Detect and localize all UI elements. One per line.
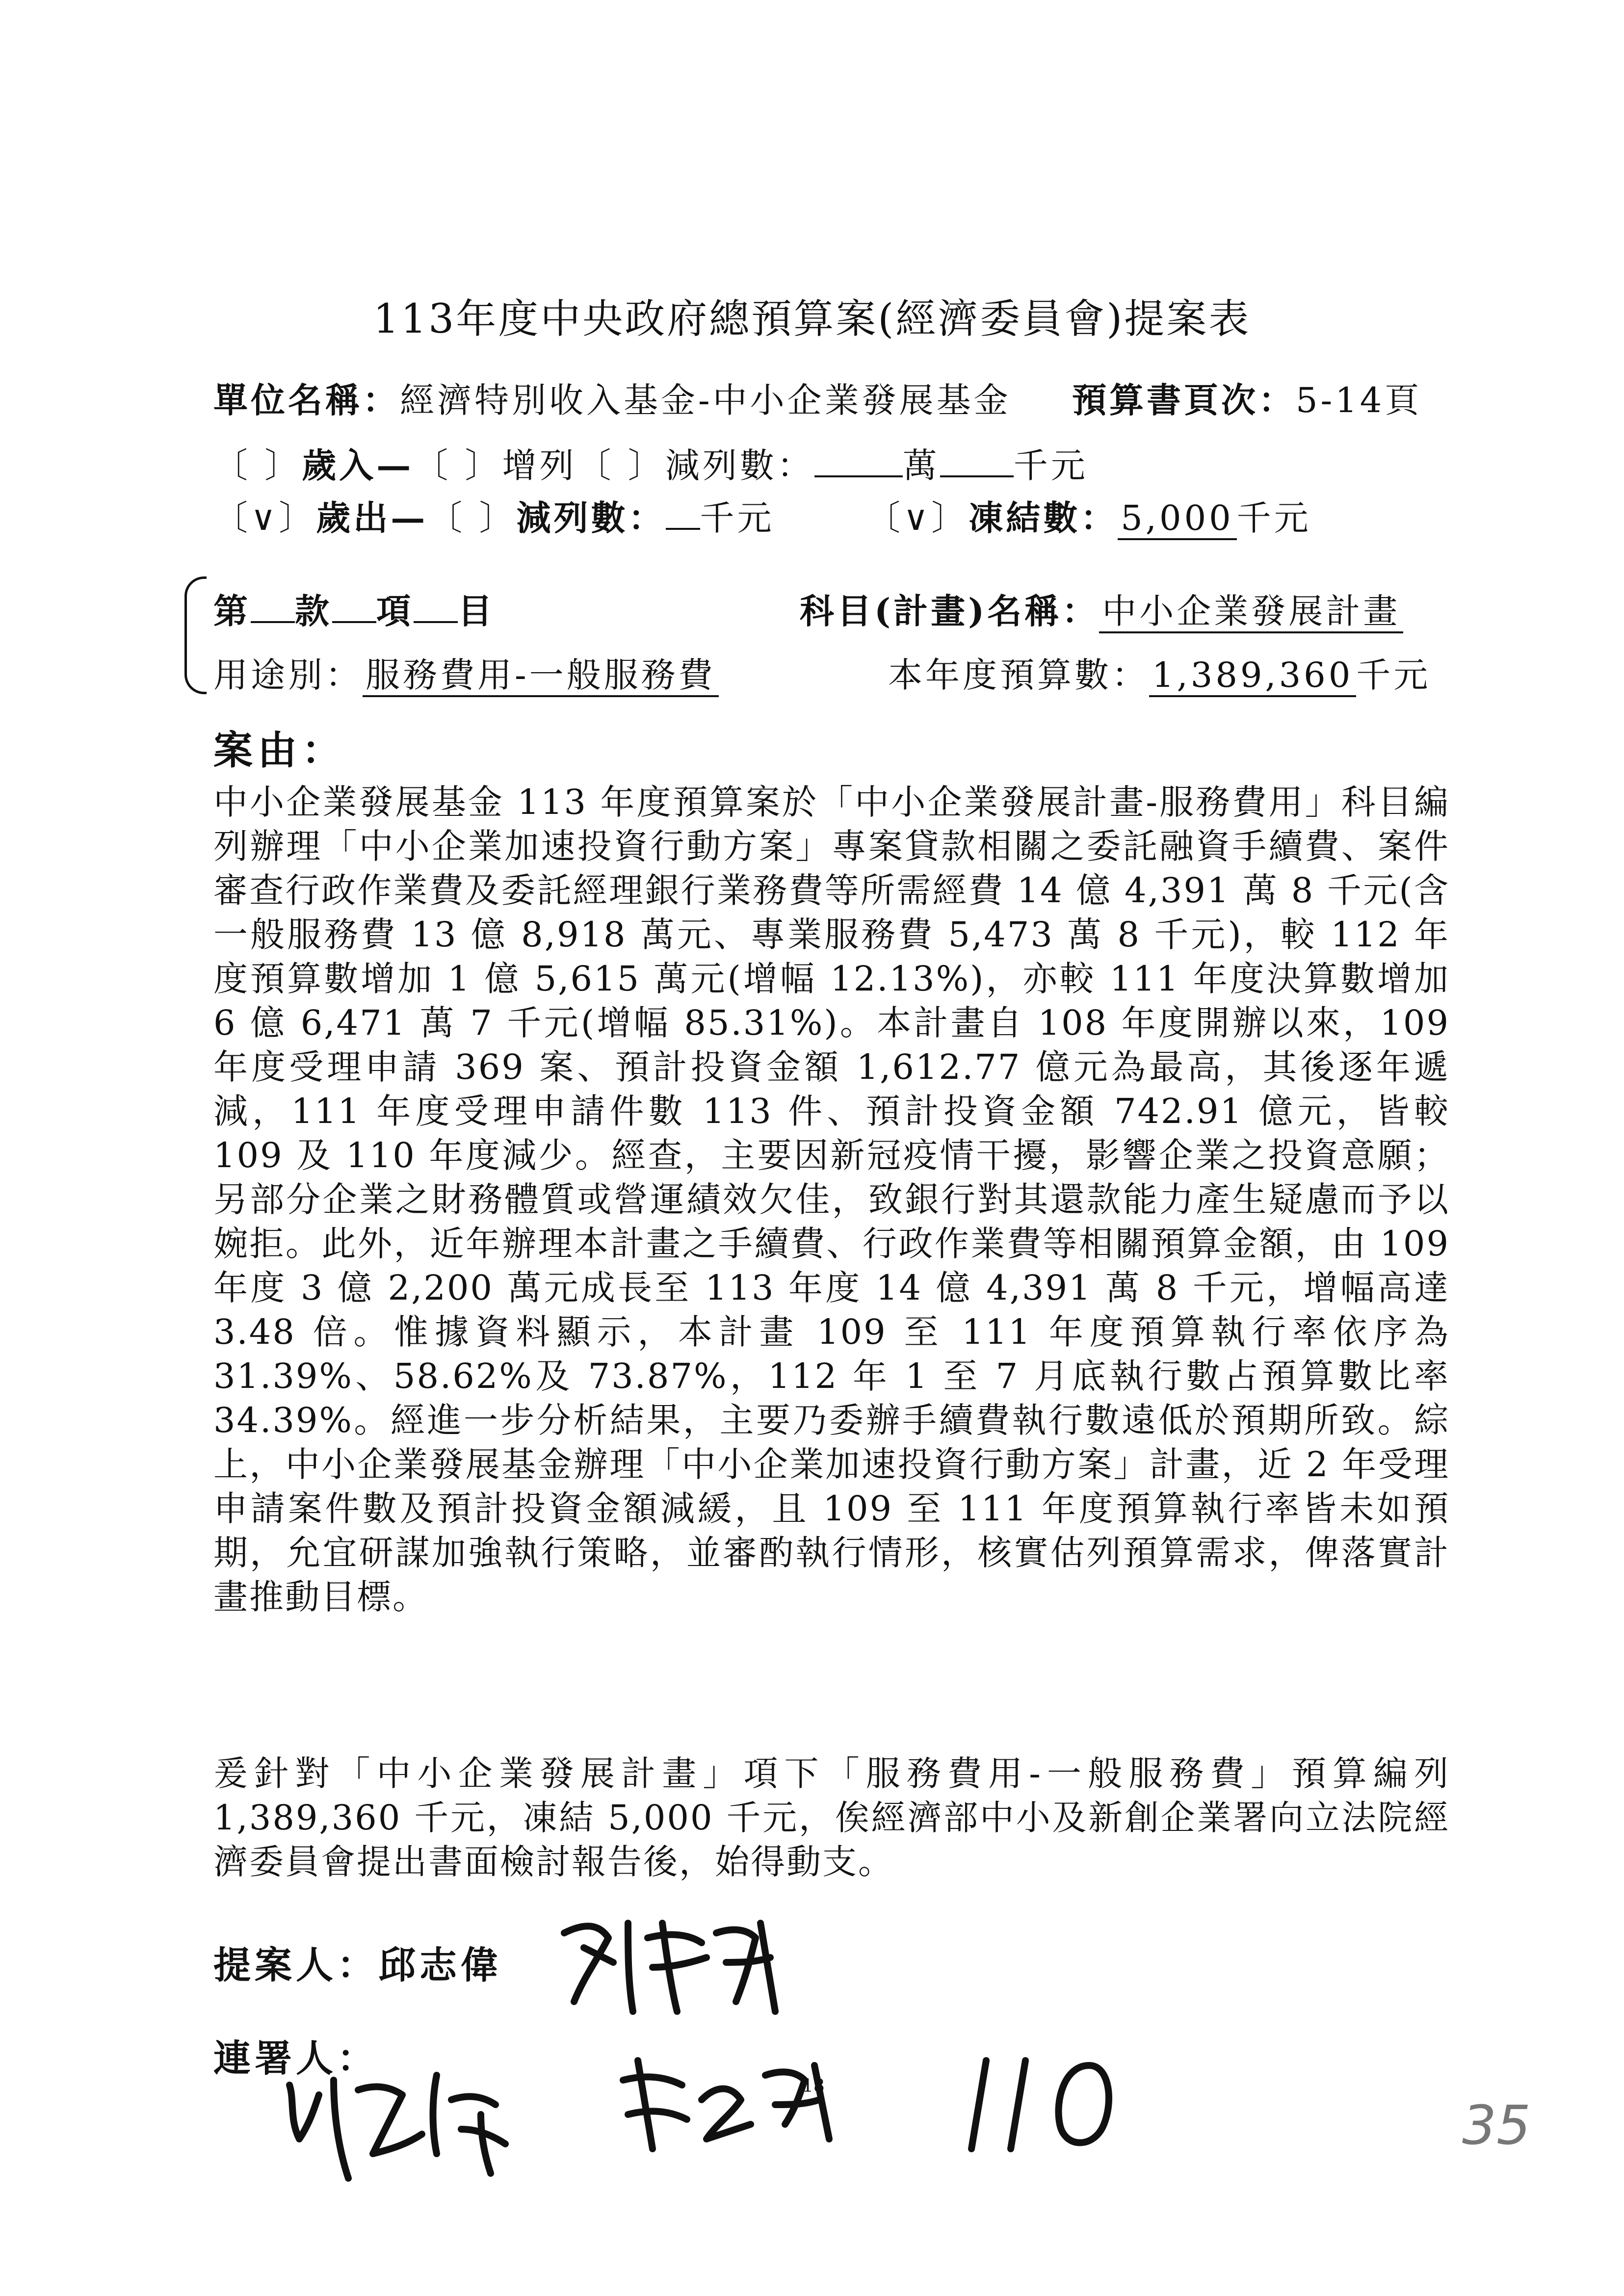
- freeze-label: 凍結數：: [969, 497, 1118, 538]
- reason-paragraph-1: 中小企業發展基金 113 年度預算案於「中小企業發展計畫-服務費用」科目編列辦理「中小企業加速投資行動方案」專案貸款相關之委託融資手續費、案件審查行政作業費及委託經理銀行業務費等所需經費 14 億 4,391 萬 8 千元(含一般服務費 13 億 8,918 萬元、專業服務費 5,473 萬 8 千元)，較 112 年度預算數增加 1 億 5,615 萬元(增幅 12.13%)，亦較 111 年度決算數增加 6 億 6,471 萬 7 千元(增幅 85.31%)。本計畫自 108 年度開辦以來，109 年度受理申請 369 案、預計投資金額 1,612.77 億元為最高，其後逐年遞減，111 年度受理申請件數 113 件、預計投資金額 742.91 億元，皆較 109 及 110 年度減少。經查，主要因新冠疫情干擾，影響企業之投資意願；另部分企業之財務體質或營運績效欠佳，致銀行對其還款能力產生疑慮而予以婉拒。此外，近年辦理本計畫之手續費、行政作業費等相關預算金額，由 109 年度 3 億 2,200 萬元成長至 113 年度 14 億 4,391 萬 8 千元，增幅高達 3.48 倍。惟據資料顯示，本計畫 109 至 111 年度預算執行率依序為 31.39%、58.62%及 73.87%，112 年 1 至 7 月底執行數占預算數比率 34.39%。經進一步分析結果，主要乃委辦手續費執行數遠低於預期所致。綜上，中小企業發展基金辦理「中小企業加速投資行動方案」計畫，近 2 年受理申請案件數及預計投資金額減緩，且 109 至 111 年度預算執行率皆未如預期，允宜研謀加強執行策略，並審酌執行情形，核實估列預算需求，俾落實計畫推動目標。: [213, 782, 1450, 1617]
- freeze-checkbox: 〔∨〕: [866, 498, 969, 538]
- revenue-checkbox: 〔 〕: [213, 445, 302, 486]
- cosigner-label: 連署人：: [213, 2036, 378, 2080]
- cosigner-signature-2: [608, 2041, 864, 2159]
- expense-label: 歲出—: [316, 497, 428, 538]
- cosigner-signature-3: [957, 2046, 1133, 2164]
- proposer-label: 提案人：: [213, 1943, 378, 1987]
- page-ref-row: [1072, 373, 1422, 422]
- page-number: 18: [802, 2076, 825, 2096]
- freeze-value: 5,000: [1118, 498, 1236, 540]
- budget-row: [888, 648, 1431, 697]
- reason-heading: 案由：: [213, 727, 346, 773]
- expense-decrease-blank: [666, 498, 700, 530]
- kuan-label: 第: [213, 591, 251, 631]
- page-ref-value: 5-14頁: [1296, 380, 1422, 420]
- proposer-name: 邱志偉: [378, 1943, 502, 1987]
- reason-paragraph-2: 爰針對「中小企業發展計畫」項下「服務費用-一般服務費」預算編列 1,389,360 千元，凍結 5,000 千元，俟經濟部中小及新創企業署向立法院經濟委員會提出書面檢討報告後，始得動支。: [213, 1753, 1450, 1882]
- freeze-unit: 千元: [1236, 498, 1311, 538]
- page-ref-label: 預算書頁次：: [1072, 380, 1296, 420]
- margin-stamp: 35: [1462, 2094, 1531, 2157]
- revenue-qian-blank: [940, 446, 1014, 477]
- revenue-decrease: 〔 〕減列數：: [576, 445, 814, 486]
- cosigner-signature-1: [275, 2056, 530, 2188]
- xiang-unit: 項: [376, 591, 414, 631]
- subject-value: 中小企業發展計畫: [1099, 591, 1403, 633]
- revenue-wan-blank: [814, 446, 903, 477]
- kuan-xiang-mu-row: [213, 584, 495, 633]
- freeze-row: [866, 491, 1311, 540]
- usage-row: [213, 648, 719, 697]
- expense-decrease-checkbox: 〔 〕: [428, 498, 517, 538]
- budget-unit: 千元: [1356, 655, 1431, 695]
- budget-value: 1,389,360: [1149, 655, 1356, 697]
- mu-blank: [414, 592, 458, 623]
- xiang-blank: [332, 592, 376, 623]
- expense-decrease-label: 減列數：: [516, 497, 666, 538]
- revenue-unit-qian: 千元: [1013, 445, 1088, 486]
- usage-label: 用途別：: [213, 655, 363, 695]
- mu-unit: 目: [458, 591, 495, 631]
- expense-checkbox: 〔∨〕: [213, 498, 316, 538]
- revenue-label: 歲入—: [302, 445, 414, 486]
- unit-label: 單位名稱：: [213, 380, 400, 420]
- proposer-signature: [554, 1904, 810, 2021]
- budget-label: 本年度預算數：: [888, 655, 1149, 695]
- unit-row: [213, 373, 1011, 422]
- usage-value: 服務費用-一般服務費: [363, 655, 719, 697]
- kuan-blank: [251, 592, 295, 623]
- proposer-row: [213, 1935, 502, 1989]
- document-title: 113年度中央政府總預算案(經濟委員會)提案表: [373, 296, 1251, 342]
- revenue-increase: 〔 〕增列: [414, 445, 577, 486]
- expense-row: [213, 491, 775, 540]
- expense-decrease-unit: 千元: [700, 498, 775, 538]
- subject-label: 科目(計畫)名稱：: [800, 591, 1100, 631]
- classification-brace: [184, 576, 207, 694]
- kuan-unit: 款: [295, 591, 332, 631]
- unit-value: 經濟特別收入基金-中小企業發展基金: [400, 380, 1011, 420]
- revenue-unit-wan: 萬: [902, 445, 940, 486]
- revenue-row: [213, 438, 1088, 488]
- subject-row: [800, 584, 1403, 633]
